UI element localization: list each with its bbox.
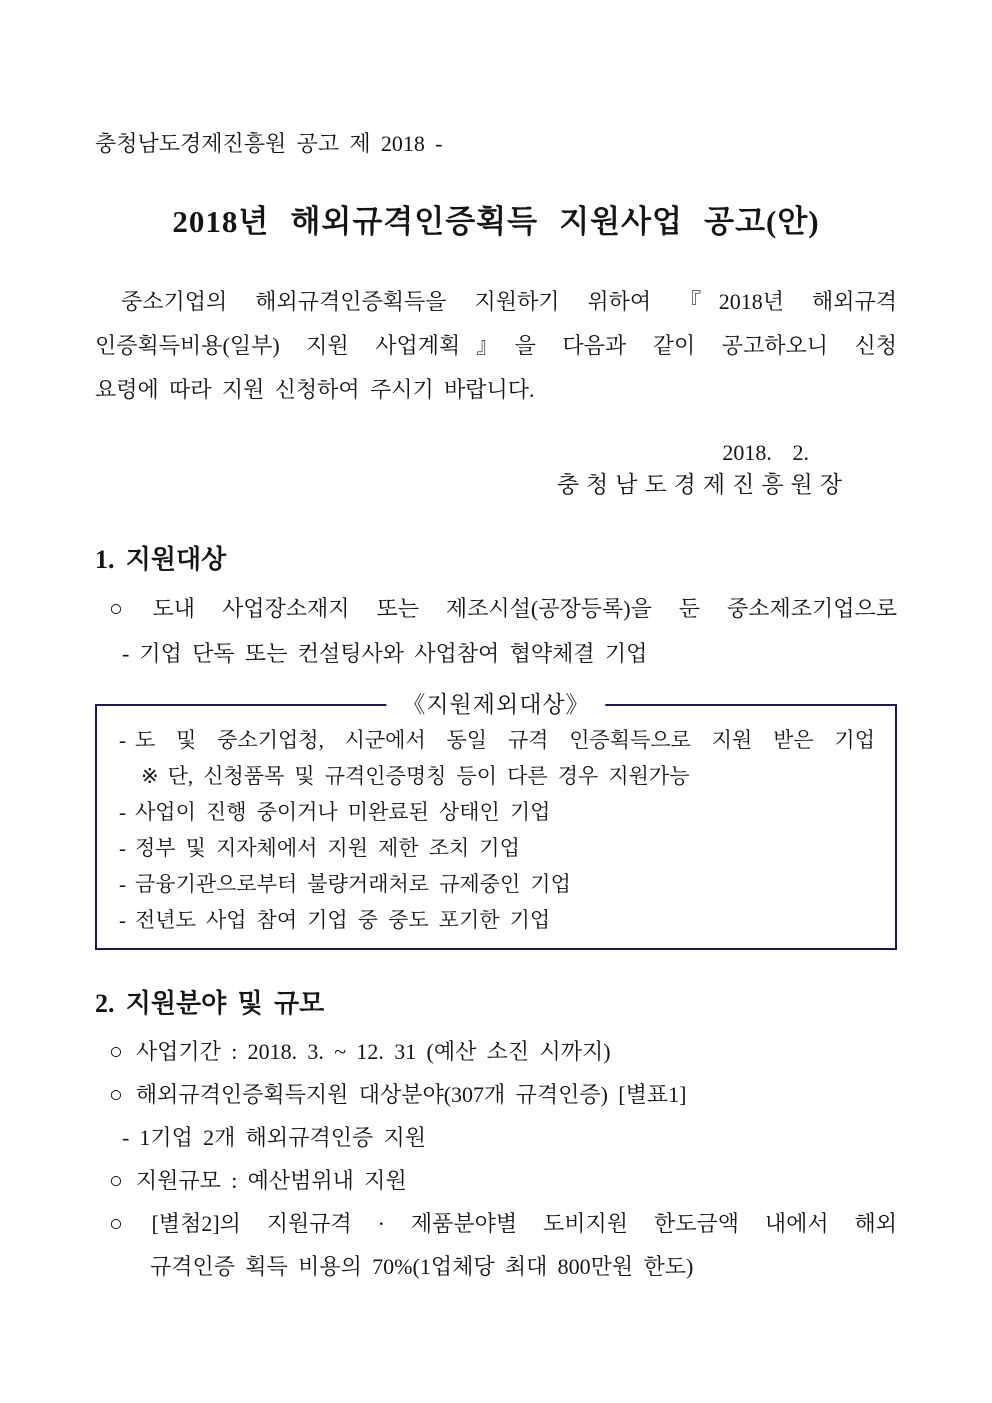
dash-bullet: - [119, 908, 126, 932]
target-field-item [95, 1073, 897, 1116]
support-target-subtext: 기업 단독 또는 컨설팅사와 사업참여 협약체결 기업 [139, 641, 648, 666]
per-company-text: 1기업 2개 해외규격인증 지원 [139, 1125, 427, 1150]
exclusion-item-4-text: 금융기관으로부터 불량거래처로 규제중인 기업 [135, 872, 571, 896]
dash-bullet: - [119, 728, 126, 752]
per-company-item [95, 1116, 897, 1159]
dash-bullet: - [122, 1125, 130, 1150]
support-target-item [95, 586, 897, 631]
exclusion-item-1 [119, 722, 875, 758]
section2-items [95, 1030, 897, 1288]
support-target-text: 도내 사업장소재지 또는 제조시설(공장등록)을 둔 중소제조기업으로 [152, 596, 897, 621]
announce-date: 2018. 2. [722, 440, 809, 465]
intro-line-2: 인증획득비용(일부) 지원 사업계획』을 다음과 같이 공고하오니 신청 [95, 333, 897, 358]
announcer-title: 충청남도경제진흥원장 [556, 472, 849, 497]
support-limit-continuation [95, 1245, 897, 1288]
circle-bullet: ○ [109, 1211, 139, 1236]
exclusion-box-legend: 《지원제외대상》 [386, 689, 605, 721]
project-period-text: 사업기간 : 2018. 3. ~ 12. 31 (예산 소진 시까지) [135, 1039, 611, 1064]
circle-bullet: ○ [109, 1039, 123, 1064]
circle-bullet: ○ [109, 596, 140, 621]
section2-heading: 2. 지원분야 및 규모 [95, 989, 325, 1018]
target-field-text: 해외규격인증획득지원 대상분야(307개 규격인증) [별표1] [135, 1082, 687, 1107]
reference-mark-icon: ※ [141, 764, 159, 788]
doc-number-line: 충청남도경제진흥원 공고 제 2018 - [95, 131, 443, 156]
project-period-item [95, 1030, 897, 1073]
dash-bullet: - [119, 872, 126, 896]
support-limit-item [95, 1202, 897, 1245]
support-limit-continuation-text: 규격인증 획득 비용의 70%(1업체당 최대 800만원 한도) [150, 1254, 694, 1279]
dash-bullet: - [122, 641, 130, 666]
support-target-subitem [95, 631, 897, 676]
section1-items [95, 586, 897, 676]
dash-bullet: - [119, 836, 126, 860]
exclusion-box [95, 692, 897, 950]
intro-line-1: 중소기업의 해외규격인증획득을 지원하기 위하여 『2018년 해외규격 [121, 289, 897, 314]
exclusion-item-4 [119, 866, 875, 902]
support-limit-text: [별첨2]의 지원규격 · 제품분야별 도비지원 한도금액 내에서 해외 [151, 1211, 897, 1236]
exclusion-item-1-text: 도 및 중소기업청, 시군에서 동일 규격 인증획득으로 지원 받은 기업 [135, 728, 875, 752]
dash-bullet: - [119, 800, 126, 824]
exclusion-item-5-text: 전년도 사업 참여 기업 중 중도 포기한 기업 [135, 908, 551, 932]
circle-bullet: ○ [109, 1168, 123, 1193]
section1-heading: 1. 지원대상 [95, 545, 227, 574]
exclusion-item-note [119, 758, 875, 794]
exclusion-item-3 [119, 830, 875, 866]
exclusion-note-text: 단, 신청품목 및 규격인증명칭 등이 다른 경우 지원가능 [167, 764, 690, 788]
intro-line-3: 요령에 따라 지원 신청하여 주시기 바랍니다. [95, 377, 535, 402]
exclusion-item-3-text: 정부 및 지자체에서 지원 제한 조치 기업 [135, 836, 520, 860]
circle-bullet: ○ [109, 1082, 123, 1107]
exclusion-item-2-text: 사업이 진행 중이거나 미완료된 상태인 기업 [135, 800, 551, 824]
intro-paragraph [95, 280, 897, 412]
doc-title: 2018년 해외규격인증획득 지원사업 공고(안) [172, 204, 820, 239]
exclusion-item-2 [119, 794, 875, 830]
exclusion-item-5 [119, 902, 875, 938]
support-scale-item [95, 1159, 897, 1202]
support-scale-text: 지원규모 : 예산범위내 지원 [135, 1168, 407, 1193]
